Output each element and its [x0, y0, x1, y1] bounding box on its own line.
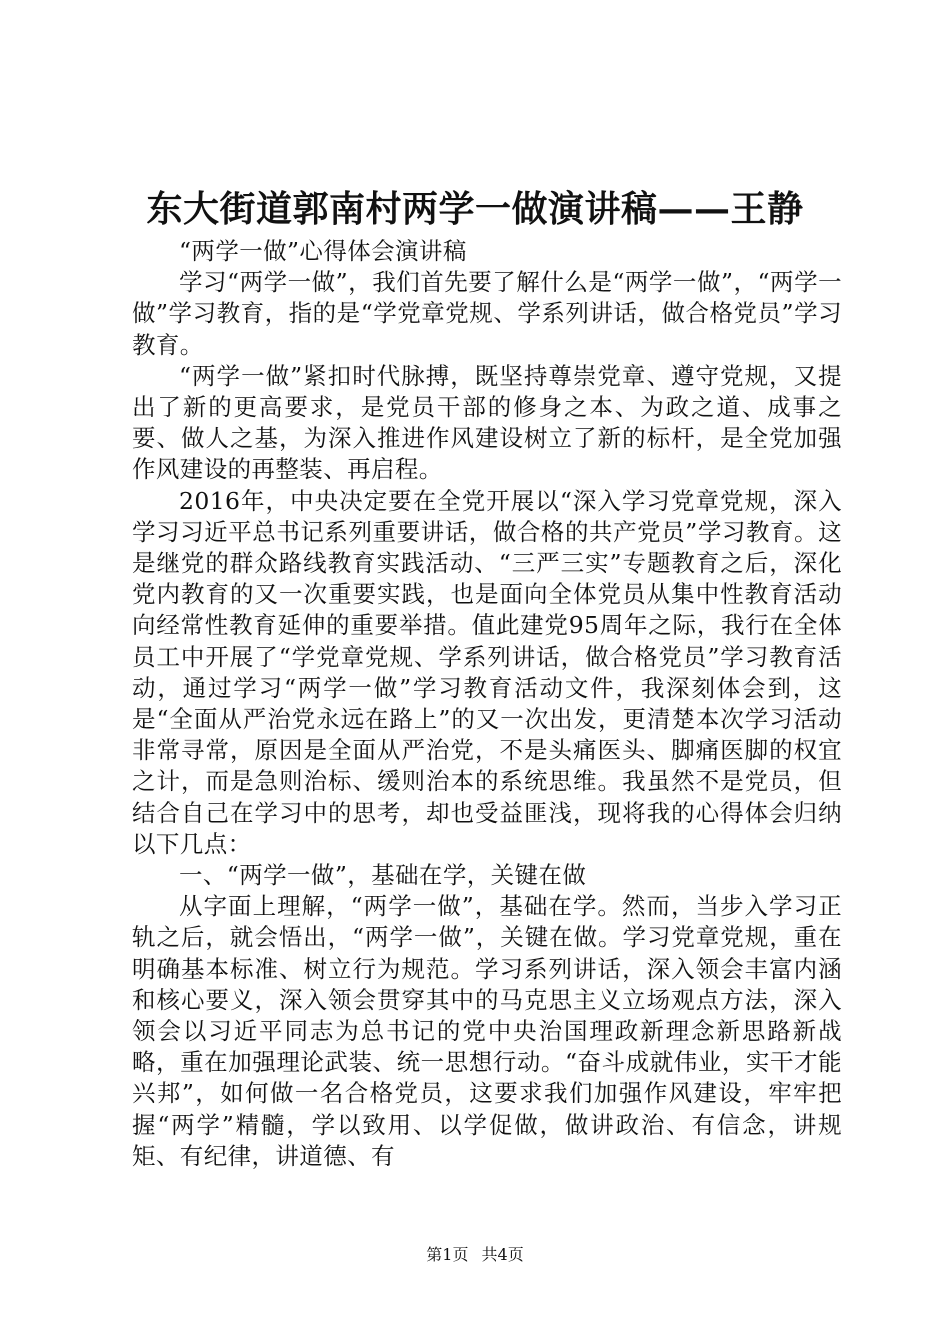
paragraph-4: 从字面上理解，“两学一做”，基础在学。然而，当步入学习正轨之后，就会悟出，“两学一做”，关键在做。学习党章党规，重在明确基本标准、树立行为规范。学习系列讲话，深入领会丰富内涵和核心要义，深入领会贯穿其中的马克思主义立场观点方法，深入领会以习近平同志为总书记的党中央治国理政新理念新思路新战略，重在加强理论武装、统一思想行动。“奋斗成就伟业，实干才能兴邦”，如何做一名合格党员，这要求我们加强作风建设，牢牢把握“两学”精髓，学以致用、以学促做，做讲政治、有信念，讲规矩、有纪律，讲道德、有 [132, 892, 842, 1170]
paragraph-subtitle: “两学一做”心得体会演讲稿 [179, 237, 467, 265]
paragraph-2: “两学一做”紧扣时代脉搏，既坚持尊崇党章、遵守党规，又提出了新的更高要求，是党员干部的修身之本、为政之道、成事之要、做人之基，为深入推进作风建设树立了新的标杆，是全党加强作风建设的再整装、再启程。 [132, 361, 842, 484]
paragraph-3: 2016年，中央决定要在全党开展以“深入学习党章党规，深入学习习近平总书记系列重要讲话，做合格的共产党员”学习教育。这是继党的群众路线教育实践活动、“三严三实”专题教育之后，深化党内教育的又一次重要实践，也是面向全体党员从集中性教育活动向经常性教育延伸的重要举措。值此建党95周年之际，我行在全体员工中开展了“学党章党规、学系列讲话，做合格党员”学习教育活动，通过学习“两学一做”学习教育活动文件，我深刻体会到，这是“全面从严治党永远在路上”的又一次出发，更清楚本次学习活动非常寻常，原因是全面从严治党，不是头痛医头、脚痛医脚的权宜之计，而是急则治标、缓则治本的系统思维。我虽然不是党员，但结合自己在学习中的思考，却也受益匪浅，现将我的心得体会归纳以下几点： [132, 486, 842, 858]
page-total: 共4页 [481, 1245, 524, 1264]
paragraph-1: 学习“两学一做”，我们首先要了解什么是“两学一做”，“两学一做”学习教育，指的是“学党章党规、学系列讲话，做合格党员”学习教育。 [132, 268, 842, 359]
document-body [132, 236, 842, 1172]
document-title: 东大街道郭南村两学一做演讲稿——王静 [146, 188, 804, 230]
page-footer [0, 1245, 950, 1265]
section-heading-1: 一、“两学一做”，基础在学，关键在做 [179, 861, 587, 890]
page-number: 第1页 [426, 1245, 469, 1264]
